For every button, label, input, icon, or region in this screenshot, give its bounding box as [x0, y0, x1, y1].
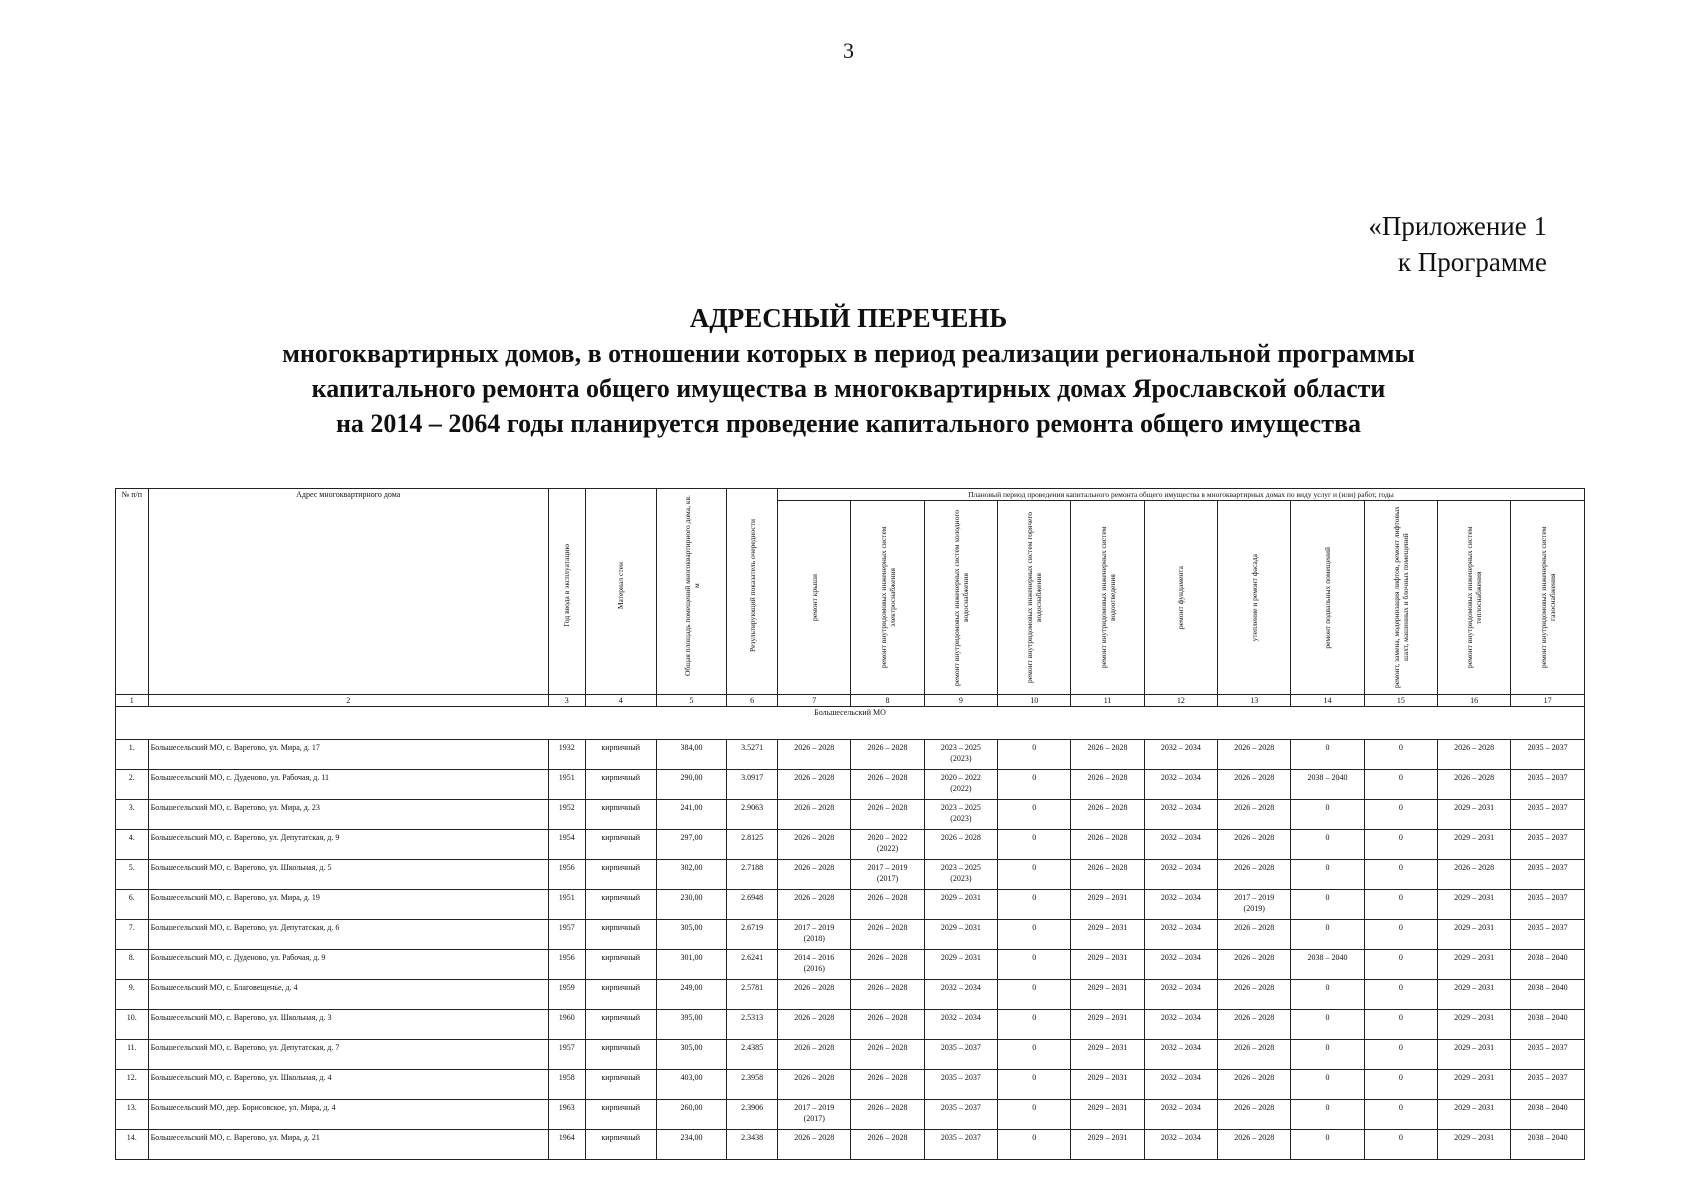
material-cell: кирпичный [585, 1010, 656, 1040]
header-period: Плановый период проведения капитального ремонта общего имущества в многоквартирных домах по виду услуг и (или) работ, годы [778, 489, 1585, 501]
title-main: АДРЕСНЫЙ ПЕРЕЧЕНЬ [689, 303, 1008, 333]
work-period-cell: 0 [998, 1100, 1071, 1130]
work-period-cell: 0 [998, 770, 1071, 800]
section-title: Большесельский МО [116, 707, 1585, 740]
indicator-cell: 2.7188 [727, 860, 778, 890]
work-period-cell: 2029 – 2031 [1071, 890, 1144, 920]
year-cell: 1951 [548, 890, 585, 920]
row-number: 5. [116, 860, 149, 890]
column-number: 3 [548, 695, 585, 707]
work-period-cell: 2029 – 2031 [1438, 1070, 1511, 1100]
work-period-cell: 2023 – 2025 (2023) [924, 800, 997, 830]
work-period-cell: 2026 – 2028 [851, 950, 924, 980]
row-number: 8. [116, 950, 149, 980]
address-cell: Большесельский МО, с. Варегово, ул. Депутатская, д. 7 [148, 1040, 548, 1070]
year-cell: 1958 [548, 1070, 585, 1100]
work-period-cell: 0 [1364, 1070, 1437, 1100]
work-period-cell: 0 [1364, 770, 1437, 800]
work-period-cell: 0 [1291, 1040, 1364, 1070]
work-period-cell: 2023 – 2025 (2023) [924, 740, 997, 770]
work-period-cell: 2032 – 2034 [1144, 1010, 1217, 1040]
indicator-cell: 2.3906 [727, 1100, 778, 1130]
header-work-7: ремонт крыши [778, 501, 851, 695]
work-period-cell: 2029 – 2031 [1438, 980, 1511, 1010]
column-number: 14 [1291, 695, 1364, 707]
work-period-cell: 2026 – 2028 [1218, 1100, 1291, 1130]
work-period-cell: 2026 – 2028 [1071, 830, 1144, 860]
work-period-cell: 2020 – 2022 (2022) [851, 830, 924, 860]
row-number: 11. [116, 1040, 149, 1070]
indicator-cell: 2.4385 [727, 1040, 778, 1070]
work-period-cell: 2032 – 2034 [1144, 740, 1217, 770]
work-period-cell: 2026 – 2028 [851, 920, 924, 950]
row-number: 14. [116, 1130, 149, 1160]
appendix-line-2: к Программе [1397, 247, 1547, 277]
indicator-cell: 2.5313 [727, 1010, 778, 1040]
work-period-cell: 0 [1291, 890, 1364, 920]
work-period-cell: 2026 – 2028 [1218, 1070, 1291, 1100]
work-period-cell: 2035 – 2037 [1511, 1070, 1585, 1100]
work-period-cell: 2026 – 2028 [851, 1040, 924, 1070]
material-cell: кирпичный [585, 860, 656, 890]
work-period-cell: 2026 – 2028 [1438, 860, 1511, 890]
work-period-cell: 0 [1291, 830, 1364, 860]
work-period-cell: 0 [1291, 740, 1364, 770]
header-work-14: ремонт подвальных помещений [1291, 501, 1364, 695]
column-number: 2 [148, 695, 548, 707]
work-period-cell: 2032 – 2034 [1144, 1130, 1217, 1160]
address-cell: Большесельский МО, с. Варегово, ул. Мира, д. 17 [148, 740, 548, 770]
table-row [116, 950, 1585, 980]
area-cell: 290,00 [656, 770, 726, 800]
header-work-8: ремонт внутридомовых инженерных систем электроснабжения [851, 501, 924, 695]
work-period-cell: 2026 – 2028 [1218, 980, 1291, 1010]
address-cell: Большесельский МО, с. Варегово, ул. Школьная, д. 5 [148, 860, 548, 890]
work-period-cell: 2026 – 2028 [1218, 950, 1291, 980]
work-period-cell: 2032 – 2034 [1144, 830, 1217, 860]
work-period-cell: 0 [1364, 890, 1437, 920]
row-number: 12. [116, 1070, 149, 1100]
work-period-cell: 2032 – 2034 [1144, 980, 1217, 1010]
row-number: 6. [116, 890, 149, 920]
year-cell: 1964 [548, 1130, 585, 1160]
header-work-17: ремонт внутридомовых инженерных систем газоснабжения [1511, 501, 1585, 695]
material-cell: кирпичный [585, 770, 656, 800]
work-period-cell: 2032 – 2034 [1144, 860, 1217, 890]
work-period-cell: 2026 – 2028 [1071, 800, 1144, 830]
work-period-cell: 2026 – 2028 [1218, 1040, 1291, 1070]
material-cell: кирпичный [585, 1070, 656, 1100]
work-period-cell: 0 [1364, 950, 1437, 980]
column-number: 11 [1071, 695, 1144, 707]
work-period-cell: 2026 – 2028 [851, 1070, 924, 1100]
table-row [116, 920, 1585, 950]
work-period-cell: 2029 – 2031 [1071, 950, 1144, 980]
work-period-cell: 2026 – 2028 [778, 1130, 851, 1160]
work-period-cell: 0 [998, 1040, 1071, 1070]
work-period-cell: 2032 – 2034 [924, 1010, 997, 1040]
work-period-cell: 2017 – 2019 (2017) [778, 1100, 851, 1130]
work-period-cell: 2029 – 2031 [1071, 1100, 1144, 1130]
column-number: 17 [1511, 695, 1585, 707]
work-period-cell: 2038 – 2040 [1511, 1010, 1585, 1040]
work-period-cell: 2029 – 2031 [924, 890, 997, 920]
address-cell: Большесельский МО, дер. Борисовское, ул. Мира, д. 4 [148, 1100, 548, 1130]
address-cell: Большесельский МО, с. Варегово, ул. Школьная, д. 3 [148, 1010, 548, 1040]
header-work-10: ремонт внутридомовых инженерных систем горячего водоснабжения [998, 501, 1071, 695]
work-period-cell: 0 [998, 740, 1071, 770]
indicator-cell: 2.5781 [727, 980, 778, 1010]
work-period-cell: 0 [998, 980, 1071, 1010]
material-cell: кирпичный [585, 1040, 656, 1070]
work-period-cell: 2026 – 2028 [1438, 740, 1511, 770]
work-period-cell: 2020 – 2022 (2022) [924, 770, 997, 800]
work-period-cell: 2038 – 2040 [1511, 1100, 1585, 1130]
work-period-cell: 0 [1364, 800, 1437, 830]
table-row [116, 1100, 1585, 1130]
column-number: 4 [585, 695, 656, 707]
address-cell: Большесельский МО, с. Варегово, ул. Мира, д. 21 [148, 1130, 548, 1160]
work-period-cell: 0 [1364, 1100, 1437, 1130]
column-number: 1 [116, 695, 149, 707]
year-cell: 1956 [548, 860, 585, 890]
row-number: 9. [116, 980, 149, 1010]
work-period-cell: 0 [1364, 1130, 1437, 1160]
work-period-cell: 0 [1291, 1010, 1364, 1040]
work-period-cell: 2023 – 2025 (2023) [924, 860, 997, 890]
material-cell: кирпичный [585, 890, 656, 920]
area-cell: 260,00 [656, 1100, 726, 1130]
table-row [116, 980, 1585, 1010]
work-period-cell: 2032 – 2034 [1144, 920, 1217, 950]
work-period-cell: 2014 – 2016 (2016) [778, 950, 851, 980]
material-cell: кирпичный [585, 1130, 656, 1160]
work-period-cell: 2026 – 2028 [1218, 830, 1291, 860]
work-period-cell: 2035 – 2037 [1511, 740, 1585, 770]
column-number: 15 [1364, 695, 1437, 707]
table-row [116, 890, 1585, 920]
column-number: 6 [727, 695, 778, 707]
area-cell: 301,00 [656, 950, 726, 980]
work-period-cell: 0 [1291, 920, 1364, 950]
work-period-cell: 2035 – 2037 [1511, 1040, 1585, 1070]
work-period-cell: 0 [1291, 1070, 1364, 1100]
column-number: 16 [1438, 695, 1511, 707]
work-period-cell: 2026 – 2028 [778, 1040, 851, 1070]
header-material: Материал стен [585, 489, 656, 695]
work-period-cell: 2026 – 2028 [851, 1130, 924, 1160]
address-cell: Большесельский МО, с. Благовещенье, д. 4 [148, 980, 548, 1010]
material-cell: кирпичный [585, 1100, 656, 1130]
work-period-cell: 2032 – 2034 [1144, 950, 1217, 980]
year-cell: 1959 [548, 980, 585, 1010]
work-period-cell: 2026 – 2028 [1438, 770, 1511, 800]
area-cell: 395,00 [656, 1010, 726, 1040]
work-period-cell: 0 [1364, 980, 1437, 1010]
work-period-cell: 2017 – 2019 (2018) [778, 920, 851, 950]
work-period-cell: 2032 – 2034 [1144, 1070, 1217, 1100]
address-cell: Большесельский МО, с. Варегово, ул. Депутатская, д. 6 [148, 920, 548, 950]
header-work-16: ремонт внутридомовых инженерных систем теплоснабжения [1438, 501, 1511, 695]
work-period-cell: 2029 – 2031 [1071, 980, 1144, 1010]
header-area: Общая площадь помещений многоквартирного дома, кв. м [656, 489, 726, 695]
work-period-cell: 2026 – 2028 [1218, 920, 1291, 950]
table-row [116, 1130, 1585, 1160]
work-period-cell: 0 [998, 1130, 1071, 1160]
work-period-cell: 2038 – 2040 [1511, 980, 1585, 1010]
material-cell: кирпичный [585, 950, 656, 980]
work-period-cell: 2029 – 2031 [1438, 950, 1511, 980]
header-work-11: ремонт внутридомовых инженерных систем водоотведения [1071, 501, 1144, 695]
year-cell: 1963 [548, 1100, 585, 1130]
work-period-cell: 2029 – 2031 [1438, 800, 1511, 830]
work-period-cell: 0 [998, 920, 1071, 950]
header-address: Адрес многоквартирного дома [148, 489, 548, 695]
row-number: 2. [116, 770, 149, 800]
address-cell: Большесельский МО, с. Варегово, ул. Школьная, д. 4 [148, 1070, 548, 1100]
address-cell: Большесельский МО, с. Дуденово, ул. Рабочая, д. 9 [148, 950, 548, 980]
work-period-cell: 0 [1364, 830, 1437, 860]
work-period-cell: 2026 – 2028 [1218, 860, 1291, 890]
year-cell: 1954 [548, 830, 585, 860]
work-period-cell: 0 [1291, 860, 1364, 890]
area-cell: 384,00 [656, 740, 726, 770]
address-cell: Большесельский МО, с. Варегово, ул. Мира, д. 23 [148, 800, 548, 830]
page-number: 3 [843, 38, 854, 63]
address-cell: Большесельский МО, с. Варегово, ул. Депутатская, д. 9 [148, 830, 548, 860]
work-period-cell: 2029 – 2031 [924, 920, 997, 950]
header-year: Год ввода в эксплуатацию [548, 489, 585, 695]
work-period-cell: 2026 – 2028 [924, 830, 997, 860]
area-cell: 403,00 [656, 1070, 726, 1100]
table-row [116, 740, 1585, 770]
row-number: 13. [116, 1100, 149, 1130]
work-period-cell: 2032 – 2034 [1144, 770, 1217, 800]
appendix-note [1368, 208, 1547, 280]
title-line-3: на 2014 – 2064 годы планируется проведение капитального ремонта общего имущества [335, 409, 1362, 438]
address-cell: Большесельский МО, с. Дуденово, ул. Рабочая, д. 11 [148, 770, 548, 800]
material-cell: кирпичный [585, 740, 656, 770]
work-period-cell: 2026 – 2028 [1218, 800, 1291, 830]
work-period-cell: 2026 – 2028 [1071, 740, 1144, 770]
work-period-cell: 2026 – 2028 [1218, 740, 1291, 770]
work-period-cell: 2026 – 2028 [1218, 770, 1291, 800]
indicator-cell: 3.0917 [727, 770, 778, 800]
work-period-cell: 2038 – 2040 [1511, 1130, 1585, 1160]
work-period-cell: 2017 – 2019 (2017) [851, 860, 924, 890]
year-cell: 1957 [548, 1040, 585, 1070]
header-work-15: ремонт, замена, модернизация лифтов, ремонт лифтовых шахт, машинных и блочных помещений [1364, 501, 1437, 695]
work-period-cell: 2026 – 2028 [778, 860, 851, 890]
work-period-cell: 0 [998, 860, 1071, 890]
column-number: 12 [1144, 695, 1217, 707]
work-period-cell: 0 [1364, 1040, 1437, 1070]
table-row [116, 860, 1585, 890]
work-period-cell: 2035 – 2037 [924, 1040, 997, 1070]
address-list-table [115, 488, 1585, 1160]
indicator-cell: 2.6948 [727, 890, 778, 920]
material-cell: кирпичный [585, 980, 656, 1010]
work-period-cell: 2035 – 2037 [1511, 860, 1585, 890]
column-number: 9 [924, 695, 997, 707]
area-cell: 302,00 [656, 860, 726, 890]
row-number: 10. [116, 1010, 149, 1040]
work-period-cell: 2029 – 2031 [1071, 920, 1144, 950]
header-work-12: ремонт фундамента [1144, 501, 1217, 695]
material-cell: кирпичный [585, 800, 656, 830]
work-period-cell: 2029 – 2031 [1438, 890, 1511, 920]
work-period-cell: 2035 – 2037 [1511, 830, 1585, 860]
work-period-cell: 2032 – 2034 [1144, 1040, 1217, 1070]
work-period-cell: 2026 – 2028 [778, 830, 851, 860]
work-period-cell: 2035 – 2037 [1511, 920, 1585, 950]
indicator-cell: 3.5271 [727, 740, 778, 770]
material-cell: кирпичный [585, 830, 656, 860]
year-cell: 1957 [548, 920, 585, 950]
table-row [116, 1010, 1585, 1040]
work-period-cell: 2029 – 2031 [924, 950, 997, 980]
work-period-cell: 2029 – 2031 [1438, 920, 1511, 950]
work-period-cell: 2035 – 2037 [1511, 890, 1585, 920]
work-period-cell: 2026 – 2028 [851, 800, 924, 830]
indicator-cell: 2.3958 [727, 1070, 778, 1100]
work-period-cell: 2026 – 2028 [1218, 1130, 1291, 1160]
work-period-cell: 2029 – 2031 [1071, 1070, 1144, 1100]
work-period-cell: 2032 – 2034 [1144, 800, 1217, 830]
address-cell: Большесельский МО, с. Варегово, ул. Мира, д. 19 [148, 890, 548, 920]
work-period-cell: 2038 – 2040 [1291, 770, 1364, 800]
work-period-cell: 0 [1291, 980, 1364, 1010]
table-row [116, 770, 1585, 800]
work-period-cell: 2017 – 2019 (2019) [1218, 890, 1291, 920]
work-period-cell: 2035 – 2037 [1511, 770, 1585, 800]
row-number: 3. [116, 800, 149, 830]
work-period-cell: 2029 – 2031 [1438, 830, 1511, 860]
area-cell: 297,00 [656, 830, 726, 860]
year-cell: 1956 [548, 950, 585, 980]
year-cell: 1951 [548, 770, 585, 800]
work-period-cell: 0 [998, 800, 1071, 830]
work-period-cell: 2026 – 2028 [778, 770, 851, 800]
table-row [116, 830, 1585, 860]
column-number: 5 [656, 695, 726, 707]
title-line-2: капитального ремонта общего имущества в многоквартирных домах Ярославской области [311, 374, 1386, 403]
work-period-cell: 0 [1364, 860, 1437, 890]
work-period-cell: 0 [998, 830, 1071, 860]
work-period-cell: 2026 – 2028 [851, 740, 924, 770]
area-cell: 305,00 [656, 1040, 726, 1070]
year-cell: 1932 [548, 740, 585, 770]
work-period-cell: 2035 – 2037 [924, 1130, 997, 1160]
row-number: 1. [116, 740, 149, 770]
row-number: 4. [116, 830, 149, 860]
indicator-cell: 2.8125 [727, 830, 778, 860]
work-period-cell: 2026 – 2028 [851, 890, 924, 920]
work-period-cell: 2026 – 2028 [1071, 860, 1144, 890]
work-period-cell: 0 [1291, 1130, 1364, 1160]
column-number: 7 [778, 695, 851, 707]
work-period-cell: 2032 – 2034 [1144, 1100, 1217, 1130]
table-row [116, 1040, 1585, 1070]
work-period-cell: 2026 – 2028 [851, 770, 924, 800]
work-period-cell: 2038 – 2040 [1511, 950, 1585, 980]
material-cell: кирпичный [585, 920, 656, 950]
work-period-cell: 2026 – 2028 [851, 1100, 924, 1130]
work-period-cell: 2029 – 2031 [1438, 1040, 1511, 1070]
indicator-cell: 2.9063 [727, 800, 778, 830]
work-period-cell: 2026 – 2028 [778, 890, 851, 920]
work-period-cell: 2026 – 2028 [778, 800, 851, 830]
column-number: 10 [998, 695, 1071, 707]
work-period-cell: 0 [1291, 1100, 1364, 1130]
work-period-cell: 2032 – 2034 [1144, 890, 1217, 920]
area-cell: 234,00 [656, 1130, 726, 1160]
area-cell: 305,00 [656, 920, 726, 950]
appendix-line-1: «Приложение 1 [1368, 211, 1547, 241]
work-period-cell: 2026 – 2028 [851, 980, 924, 1010]
year-cell: 1960 [548, 1010, 585, 1040]
table-row [116, 800, 1585, 830]
column-number: 8 [851, 695, 924, 707]
row-number: 7. [116, 920, 149, 950]
header-work-13: утепление и ремонт фасада [1218, 501, 1291, 695]
work-period-cell: 2029 – 2031 [1071, 1130, 1144, 1160]
work-period-cell: 0 [998, 890, 1071, 920]
work-period-cell: 0 [1364, 740, 1437, 770]
work-period-cell: 2035 – 2037 [924, 1070, 997, 1100]
work-period-cell: 2032 – 2034 [924, 980, 997, 1010]
column-number: 13 [1218, 695, 1291, 707]
work-period-cell: 2029 – 2031 [1438, 1130, 1511, 1160]
indicator-cell: 2.3438 [727, 1130, 778, 1160]
work-period-cell: 2035 – 2037 [924, 1100, 997, 1130]
year-cell: 1952 [548, 800, 585, 830]
work-period-cell: 2026 – 2028 [851, 1010, 924, 1040]
table-row [116, 1070, 1585, 1100]
area-cell: 249,00 [656, 980, 726, 1010]
work-period-cell: 2026 – 2028 [778, 1070, 851, 1100]
document-title [0, 300, 1697, 441]
work-period-cell: 0 [998, 1010, 1071, 1040]
work-period-cell: 2026 – 2028 [778, 740, 851, 770]
area-cell: 241,00 [656, 800, 726, 830]
work-period-cell: 0 [998, 950, 1071, 980]
work-period-cell: 2029 – 2031 [1071, 1010, 1144, 1040]
work-period-cell: 2029 – 2031 [1438, 1100, 1511, 1130]
work-period-cell: 2035 – 2037 [1511, 800, 1585, 830]
header-num: № п/п [116, 489, 149, 695]
area-cell: 230,00 [656, 890, 726, 920]
indicator-cell: 2.6241 [727, 950, 778, 980]
work-period-cell: 0 [1364, 920, 1437, 950]
work-period-cell: 2029 – 2031 [1071, 1040, 1144, 1070]
header-work-9: ремонт внутридомовых инженерных систем холодного водоснабжения [924, 501, 997, 695]
indicator-cell: 2.6719 [727, 920, 778, 950]
work-period-cell: 0 [998, 1070, 1071, 1100]
work-period-cell: 2029 – 2031 [1438, 1010, 1511, 1040]
work-period-cell: 0 [1364, 1010, 1437, 1040]
work-period-cell: 0 [1291, 800, 1364, 830]
header-indicator: Результирующий показатель очередности [727, 489, 778, 695]
work-period-cell: 2026 – 2028 [1071, 770, 1144, 800]
work-period-cell: 2026 – 2028 [1218, 1010, 1291, 1040]
title-line-1: многоквартирных домов, в отношении которых в период реализации региональной программы [282, 339, 1415, 368]
work-period-cell: 2026 – 2028 [778, 980, 851, 1010]
work-period-cell: 2038 – 2040 [1291, 950, 1364, 980]
work-period-cell: 2026 – 2028 [778, 1010, 851, 1040]
